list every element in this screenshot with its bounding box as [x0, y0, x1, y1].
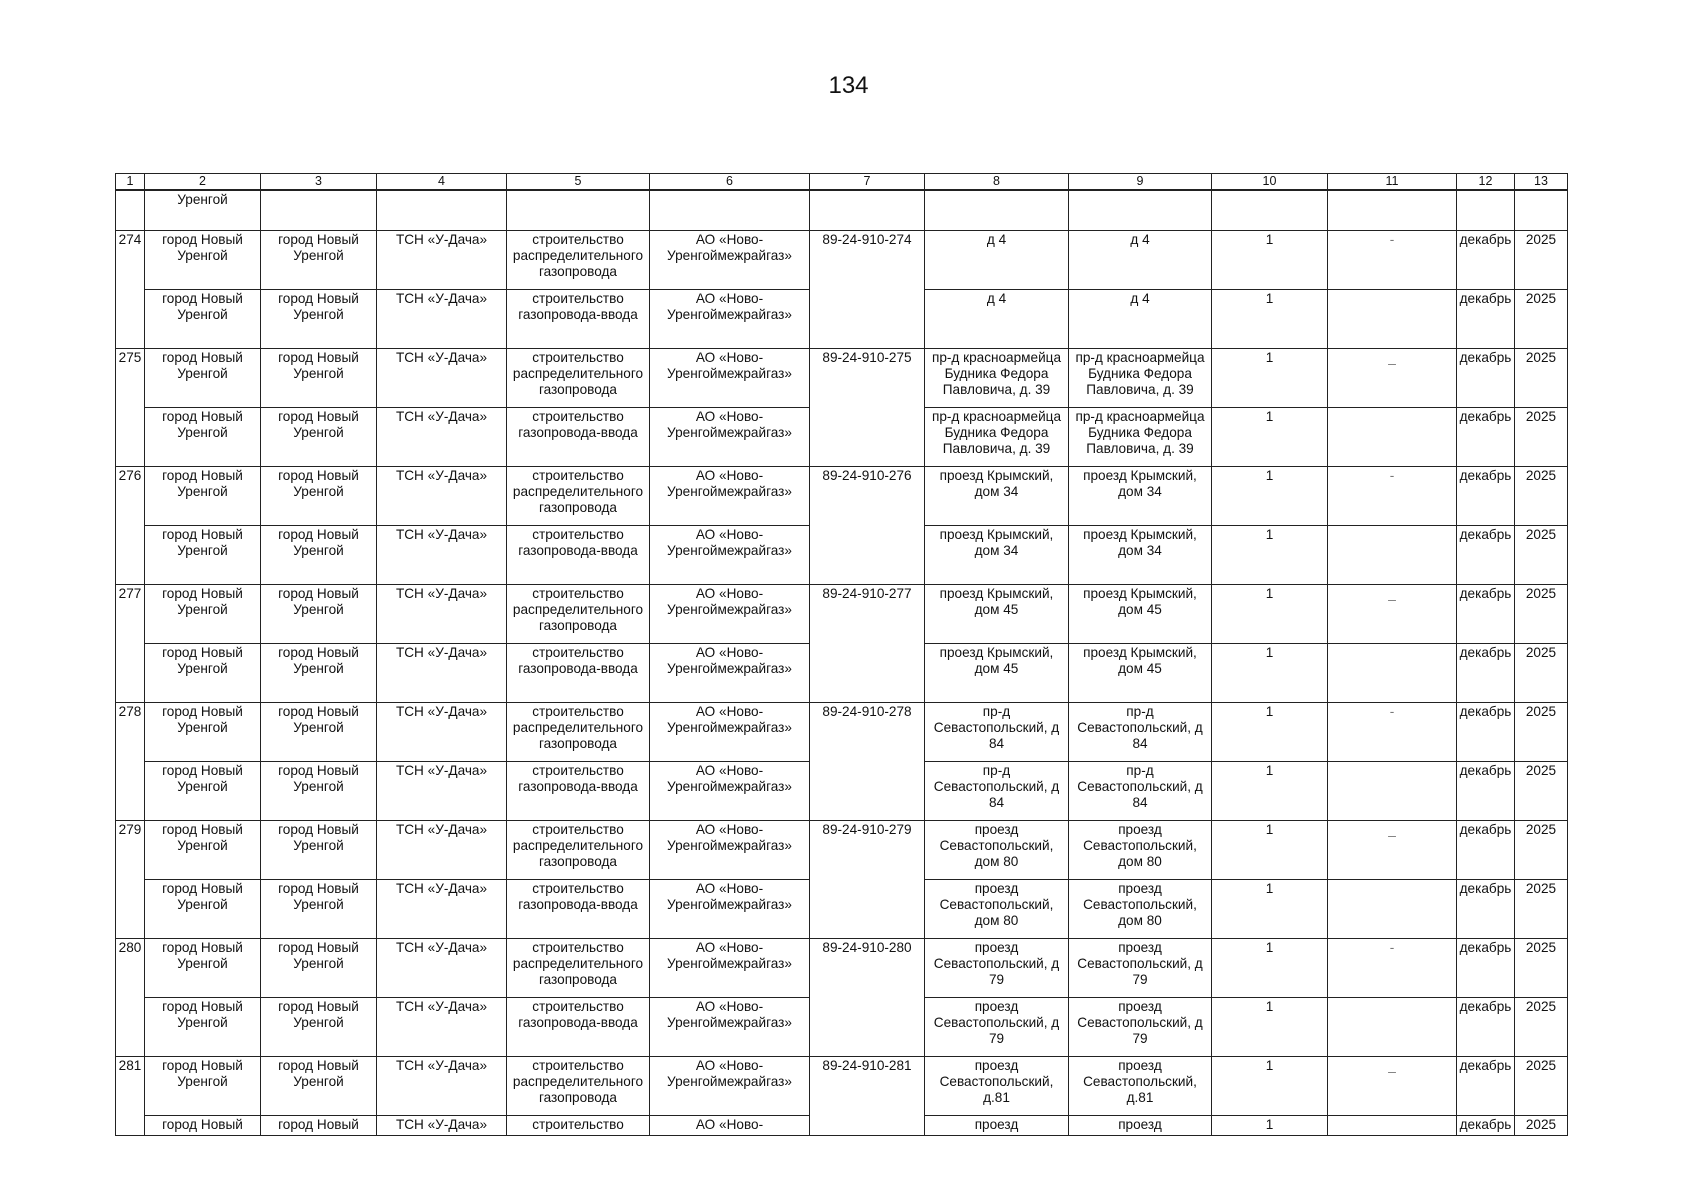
year-cell: 2025: [1515, 821, 1568, 880]
year-cell: 2025: [1515, 880, 1568, 939]
address-from-cell: д 4: [925, 290, 1069, 349]
applicant-cell: ТСН «У-Дача»: [377, 1057, 507, 1116]
operator-cell: АО «Ново-Уренгоймежрайгаз»: [650, 998, 810, 1057]
table-row: [116, 231, 1568, 290]
address-to-cell: проезд Севастопольский, д 79: [1069, 998, 1212, 1057]
column-number: 9: [1069, 174, 1212, 191]
empty-cell: [1328, 762, 1457, 821]
count-cell: 1: [1212, 408, 1328, 467]
applicant-cell: ТСН «У-Дача»: [377, 644, 507, 703]
count-cell: 1: [1212, 290, 1328, 349]
table-row: [116, 939, 1568, 998]
count-cell: 1: [1212, 585, 1328, 644]
year-cell: 2025: [1515, 290, 1568, 349]
table-cell: [1212, 190, 1328, 231]
work-type-cell: строительство газопровода-ввода: [507, 408, 650, 467]
empty-cell: [1328, 526, 1457, 585]
address-from-cell: пр-д красноармейца Будника Федора Павловича, д. 39: [925, 408, 1069, 467]
column-number-row: [116, 174, 1568, 191]
settlement-cell: город Новый Уренгой: [145, 290, 261, 349]
address-to-cell: проезд Севастопольский, дом 80: [1069, 880, 1212, 939]
table-row: [116, 467, 1568, 526]
month-cell: декабрь: [1457, 998, 1515, 1057]
address-to-cell: пр-д красноармейца Будника Федора Павловича, д. 39: [1069, 408, 1212, 467]
operator-cell: АО «Ново-Уренгоймежрайгаз»: [650, 762, 810, 821]
object-code-cell: 89-24-910-276: [810, 467, 925, 585]
count-cell: 1: [1212, 644, 1328, 703]
year-cell: 2025: [1515, 703, 1568, 762]
settlement-cell: город Новый Уренгой: [145, 939, 261, 998]
municipality-cell: город Новый Уренгой: [261, 1057, 377, 1116]
operator-cell: АО «Ново-Уренгоймежрайгаз»: [650, 349, 810, 408]
table-row: [116, 349, 1568, 408]
applicant-cell: ТСН «У-Дача»: [377, 349, 507, 408]
settlement-cell: город Новый Уренгой: [145, 526, 261, 585]
empty-cell: [1328, 408, 1457, 467]
month-cell: декабрь: [1457, 703, 1515, 762]
applicant-cell: ТСН «У-Дача»: [377, 467, 507, 526]
dash-cell: -: [1328, 231, 1457, 290]
year-cell: 2025: [1515, 526, 1568, 585]
empty-cell: [1328, 880, 1457, 939]
address-from-cell: проезд Севастопольский, д 79: [925, 998, 1069, 1057]
applicant-cell: ТСН «У-Дача»: [377, 290, 507, 349]
object-code-cell: 89-24-910-278: [810, 703, 925, 821]
work-type-cell: строительство распределительного газопровода: [507, 1057, 650, 1116]
register-table: [115, 173, 1568, 1136]
year-cell: 2025: [1515, 408, 1568, 467]
year-cell: 2025: [1515, 467, 1568, 526]
row-number-cell: 275: [116, 349, 145, 467]
page-number: 134: [828, 72, 869, 99]
address-from-cell: проезд Севастопольский, дом 80: [925, 821, 1069, 880]
year-cell: 2025: [1515, 998, 1568, 1057]
month-cell: декабрь: [1457, 762, 1515, 821]
month-cell: декабрь: [1457, 231, 1515, 290]
work-type-cell: строительство: [507, 1116, 650, 1136]
work-type-cell: строительство распределительного газопровода: [507, 821, 650, 880]
settlement-cell: город Новый: [145, 1116, 261, 1136]
object-code-cell: 89-24-910-275: [810, 349, 925, 467]
address-from-cell: пр-д Севастопольский, д 84: [925, 703, 1069, 762]
work-type-cell: строительство распределительного газопровода: [507, 703, 650, 762]
count-cell: 1: [1212, 880, 1328, 939]
empty-cell: [1328, 644, 1457, 703]
year-cell: 2025: [1515, 644, 1568, 703]
address-from-cell: проезд Севастопольский, д 79: [925, 939, 1069, 998]
column-number: 8: [925, 174, 1069, 191]
address-from-cell: проезд Севастопольский, дом 80: [925, 880, 1069, 939]
applicant-cell: ТСН «У-Дача»: [377, 939, 507, 998]
table-row: [116, 585, 1568, 644]
municipality-cell: город Новый Уренгой: [261, 762, 377, 821]
address-to-cell: проезд Севастопольский, д 79: [1069, 939, 1212, 998]
settlement-cell: город Новый Уренгой: [145, 821, 261, 880]
address-to-cell: пр-д Севастопольский, д 84: [1069, 703, 1212, 762]
object-code-cell: 89-24-910-280: [810, 939, 925, 1057]
table-cell: [116, 190, 145, 231]
applicant-cell: ТСН «У-Дача»: [377, 762, 507, 821]
row-number-cell: 276: [116, 467, 145, 585]
row-number-cell: 277: [116, 585, 145, 703]
dash-cell: -: [1328, 703, 1457, 762]
month-cell: декабрь: [1457, 1116, 1515, 1136]
address-to-cell: проезд: [1069, 1116, 1212, 1136]
address-to-cell: пр-д Севастопольский, д 84: [1069, 762, 1212, 821]
address-from-cell: проезд Крымский, дом 45: [925, 585, 1069, 644]
month-cell: декабрь: [1457, 644, 1515, 703]
address-to-cell: пр-д красноармейца Будника Федора Павловича, д. 39: [1069, 349, 1212, 408]
settlement-cell: город Новый Уренгой: [145, 762, 261, 821]
dash-cell: _: [1328, 585, 1457, 644]
work-type-cell: строительство газопровода-ввода: [507, 880, 650, 939]
operator-cell: АО «Ново-Уренгоймежрайгаз»: [650, 231, 810, 290]
applicant-cell: ТСН «У-Дача»: [377, 880, 507, 939]
month-cell: декабрь: [1457, 821, 1515, 880]
operator-cell: АО «Ново-Уренгоймежрайгаз»: [650, 467, 810, 526]
operator-cell: АО «Ново-Уренгоймежрайгаз»: [650, 526, 810, 585]
work-type-cell: строительство газопровода-ввода: [507, 290, 650, 349]
operator-cell: АО «Ново-Уренгоймежрайгаз»: [650, 1057, 810, 1116]
work-type-cell: строительство распределительного газопровода: [507, 939, 650, 998]
operator-cell: АО «Ново-: [650, 1116, 810, 1136]
settlement-cell: город Новый Уренгой: [145, 231, 261, 290]
year-cell: 2025: [1515, 349, 1568, 408]
count-cell: 1: [1212, 821, 1328, 880]
municipality-cell: город Новый Уренгой: [261, 467, 377, 526]
address-to-cell: проезд Севастопольский, д.81: [1069, 1057, 1212, 1116]
table-row: [116, 1057, 1568, 1116]
table-cell: [377, 190, 507, 231]
count-cell: 1: [1212, 939, 1328, 998]
settlement-cell: город Новый Уренгой: [145, 349, 261, 408]
settlement-cell: город Новый Уренгой: [145, 585, 261, 644]
column-number: 1: [116, 174, 145, 191]
empty-cell: [1328, 1116, 1457, 1136]
dash-cell: -: [1328, 939, 1457, 998]
dash-cell: _: [1328, 821, 1457, 880]
dash-cell: _: [1328, 349, 1457, 408]
work-type-cell: строительство газопровода-ввода: [507, 762, 650, 821]
work-type-cell: строительство распределительного газопровода: [507, 349, 650, 408]
municipality-cell: город Новый: [261, 1116, 377, 1136]
work-type-cell: строительство распределительного газопровода: [507, 585, 650, 644]
settlement-cell: город Новый Уренгой: [145, 644, 261, 703]
count-cell: 1: [1212, 703, 1328, 762]
operator-cell: АО «Ново-Уренгоймежрайгаз»: [650, 408, 810, 467]
operator-cell: АО «Ново-Уренгоймежрайгаз»: [650, 644, 810, 703]
municipality-cell: город Новый Уренгой: [261, 408, 377, 467]
table-cell: [261, 190, 377, 231]
address-to-cell: д 4: [1069, 231, 1212, 290]
empty-cell: [1328, 998, 1457, 1057]
applicant-cell: ТСН «У-Дача»: [377, 526, 507, 585]
municipality-cell: город Новый Уренгой: [261, 231, 377, 290]
count-cell: 1: [1212, 1057, 1328, 1116]
object-code-cell: 89-24-910-277: [810, 585, 925, 703]
count-cell: 1: [1212, 231, 1328, 290]
address-from-cell: пр-д Севастопольский, д 84: [925, 762, 1069, 821]
empty-cell: [1328, 290, 1457, 349]
month-cell: декабрь: [1457, 1057, 1515, 1116]
table-cell: [925, 190, 1069, 231]
row-number-cell: 280: [116, 939, 145, 1057]
address-to-cell: проезд Крымский, дом 45: [1069, 644, 1212, 703]
municipality-cell: город Новый Уренгой: [261, 526, 377, 585]
operator-cell: АО «Ново-Уренгоймежрайгаз»: [650, 290, 810, 349]
table-cell: [1328, 190, 1457, 231]
table-cell: [1457, 190, 1515, 231]
address-from-cell: проезд Крымский, дом 34: [925, 526, 1069, 585]
municipality-cell: город Новый Уренгой: [261, 703, 377, 762]
table-cell: [650, 190, 810, 231]
address-from-cell: д 4: [925, 231, 1069, 290]
applicant-cell: ТСН «У-Дача»: [377, 998, 507, 1057]
address-to-cell: проезд Крымский, дом 45: [1069, 585, 1212, 644]
applicant-cell: ТСН «У-Дача»: [377, 231, 507, 290]
count-cell: 1: [1212, 998, 1328, 1057]
applicant-cell: ТСН «У-Дача»: [377, 408, 507, 467]
municipality-cell: город Новый Уренгой: [261, 998, 377, 1057]
year-cell: 2025: [1515, 762, 1568, 821]
year-cell: 2025: [1515, 1116, 1568, 1136]
address-from-cell: проезд Крымский, дом 34: [925, 467, 1069, 526]
operator-cell: АО «Ново-Уренгоймежрайгаз»: [650, 821, 810, 880]
settlement-cell: город Новый Уренгой: [145, 1057, 261, 1116]
address-from-cell: проезд Севастопольский, д.81: [925, 1057, 1069, 1116]
table-cell: [1515, 190, 1568, 231]
count-cell: 1: [1212, 1116, 1328, 1136]
address-to-cell: проезд Севастопольский, дом 80: [1069, 821, 1212, 880]
dash-cell: _: [1328, 1057, 1457, 1116]
settlement-cell: город Новый Уренгой: [145, 703, 261, 762]
count-cell: 1: [1212, 762, 1328, 821]
object-code-cell: 89-24-910-274: [810, 231, 925, 349]
settlement-cell: город Новый Уренгой: [145, 998, 261, 1057]
object-code-cell: 89-24-910-279: [810, 821, 925, 939]
table-cell: [507, 190, 650, 231]
row-number-cell: 281: [116, 1057, 145, 1136]
operator-cell: АО «Ново-Уренгоймежрайгаз»: [650, 880, 810, 939]
column-number: 6: [650, 174, 810, 191]
object-code-cell: 89-24-910-281: [810, 1057, 925, 1136]
municipality-cell: город Новый Уренгой: [261, 880, 377, 939]
count-cell: 1: [1212, 467, 1328, 526]
operator-cell: АО «Ново-Уренгоймежрайгаз»: [650, 703, 810, 762]
row-number-cell: 278: [116, 703, 145, 821]
table-body: [116, 174, 1568, 1136]
address-from-cell: пр-д красноармейца Будника Федора Павловича, д. 39: [925, 349, 1069, 408]
column-number: 7: [810, 174, 925, 191]
applicant-cell: ТСН «У-Дача»: [377, 821, 507, 880]
address-to-cell: д 4: [1069, 290, 1212, 349]
year-cell: 2025: [1515, 585, 1568, 644]
count-cell: 1: [1212, 526, 1328, 585]
work-type-cell: строительство газопровода-ввода: [507, 998, 650, 1057]
column-number: 12: [1457, 174, 1515, 191]
settlement-cell: город Новый Уренгой: [145, 467, 261, 526]
month-cell: декабрь: [1457, 349, 1515, 408]
month-cell: декабрь: [1457, 526, 1515, 585]
settlement-cell: город Новый Уренгой: [145, 408, 261, 467]
municipality-cell: город Новый Уренгой: [261, 644, 377, 703]
municipality-cell: город Новый Уренгой: [261, 349, 377, 408]
month-cell: декабрь: [1457, 880, 1515, 939]
work-type-cell: строительство распределительного газопровода: [507, 231, 650, 290]
count-cell: 1: [1212, 349, 1328, 408]
work-type-cell: строительство газопровода-ввода: [507, 644, 650, 703]
month-cell: декабрь: [1457, 939, 1515, 998]
table-row: [116, 821, 1568, 880]
year-cell: 2025: [1515, 231, 1568, 290]
applicant-cell: ТСН «У-Дача»: [377, 703, 507, 762]
address-to-cell: проезд Крымский, дом 34: [1069, 467, 1212, 526]
continuation-row: [116, 190, 1568, 231]
table-cell: [1069, 190, 1212, 231]
applicant-cell: ТСН «У-Дача»: [377, 585, 507, 644]
dash-cell: -: [1328, 467, 1457, 526]
municipality-cell: город Новый Уренгой: [261, 821, 377, 880]
column-number: 10: [1212, 174, 1328, 191]
column-number: 11: [1328, 174, 1457, 191]
address-from-cell: проезд: [925, 1116, 1069, 1136]
row-number-cell: 279: [116, 821, 145, 939]
row-number-cell: 274: [116, 231, 145, 349]
settlement-cell: Уренгой: [145, 190, 261, 231]
month-cell: декабрь: [1457, 290, 1515, 349]
table-cell: [810, 190, 925, 231]
year-cell: 2025: [1515, 1057, 1568, 1116]
work-type-cell: строительство газопровода-ввода: [507, 526, 650, 585]
month-cell: декабрь: [1457, 408, 1515, 467]
month-cell: декабрь: [1457, 467, 1515, 526]
work-type-cell: строительство распределительного газопровода: [507, 467, 650, 526]
applicant-cell: ТСН «У-Дача»: [377, 1116, 507, 1136]
municipality-cell: город Новый Уренгой: [261, 939, 377, 998]
year-cell: 2025: [1515, 939, 1568, 998]
operator-cell: АО «Ново-Уренгоймежрайгаз»: [650, 939, 810, 998]
settlement-cell: город Новый Уренгой: [145, 880, 261, 939]
municipality-cell: город Новый Уренгой: [261, 585, 377, 644]
column-number: 4: [377, 174, 507, 191]
column-number: 3: [261, 174, 377, 191]
month-cell: декабрь: [1457, 585, 1515, 644]
municipality-cell: город Новый Уренгой: [261, 290, 377, 349]
address-from-cell: проезд Крымский, дом 45: [925, 644, 1069, 703]
column-number: 13: [1515, 174, 1568, 191]
column-number: 2: [145, 174, 261, 191]
address-to-cell: проезд Крымский, дом 34: [1069, 526, 1212, 585]
operator-cell: АО «Ново-Уренгоймежрайгаз»: [650, 585, 810, 644]
table-row: [116, 703, 1568, 762]
column-number: 5: [507, 174, 650, 191]
